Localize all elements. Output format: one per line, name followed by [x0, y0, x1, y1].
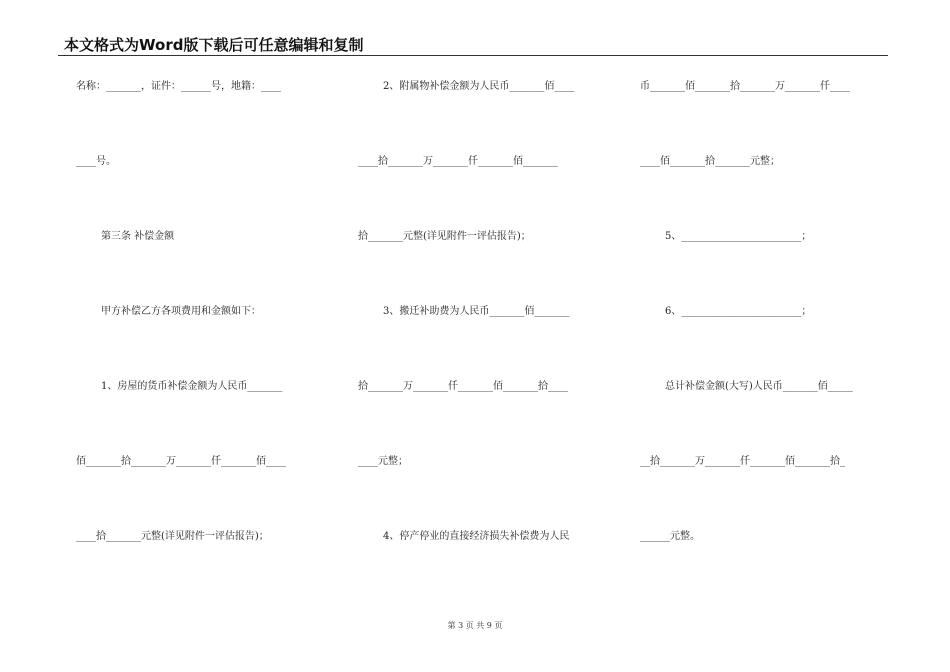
- page-number: 第 3 页 共 9 页: [447, 621, 503, 630]
- text-column-3: [640, 0, 890, 672]
- line-business-loss-amount: 币_______佰_______拾_______万_______仟____: [640, 81, 850, 92]
- line-house-amount-end: ____拾_______元整(详见附件一评估报告)；: [76, 531, 269, 542]
- line-house-compensation: 1、房屋的货币补偿金额为人民币_______: [101, 381, 283, 392]
- line-relocation-amount: 拾_______万_______仟_______佰_______拾____: [358, 381, 568, 392]
- text-column-2: [358, 0, 608, 672]
- line-total-amount-end: ______元整。: [640, 531, 700, 542]
- line-attachment-compensation: 2、附属物补偿金额为人民币_______佰____: [383, 81, 575, 92]
- line-total-compensation: 总计补偿金额(大写)人民币_______佰_____: [665, 381, 853, 392]
- line-attachment-amount-end: 拾_______元整(详见附件一评估报告)；: [358, 231, 531, 242]
- line-house-amount: 佰_______拾_______万_______仟_______佰____: [76, 456, 286, 467]
- line-item-five: 5、________________________；: [665, 231, 812, 242]
- line-relocation-amount-end: ____元整；: [358, 456, 408, 467]
- document-header-title: 本文格式为Word版下载后可任意编辑和复制: [64, 36, 364, 54]
- line-business-loss-amount-end: ____佰_______拾_______元整；: [640, 156, 780, 167]
- text-column-1: [76, 0, 326, 672]
- line-article-three: 第三条 补偿金额: [101, 231, 175, 242]
- line-number: ____号。: [76, 156, 116, 167]
- line-total-amount: __拾_______万_______仟_______佰_______拾_: [640, 456, 845, 467]
- line-attachment-amount: ____拾_______万_______仟_______佰_______: [358, 156, 558, 167]
- line-compensation-intro: 甲方补偿乙方各项费用和金额如下：: [101, 306, 261, 317]
- line-item-six: 6、________________________；: [665, 306, 812, 317]
- line-business-loss: 4、停产停业的直接经济损失补偿费为人民: [383, 531, 570, 542]
- line-relocation-subsidy: 3、搬迁补助费为人民币_______佰_______: [383, 306, 570, 317]
- line-name-id: 名称：_______，证件：______号，地籍：____: [76, 81, 281, 92]
